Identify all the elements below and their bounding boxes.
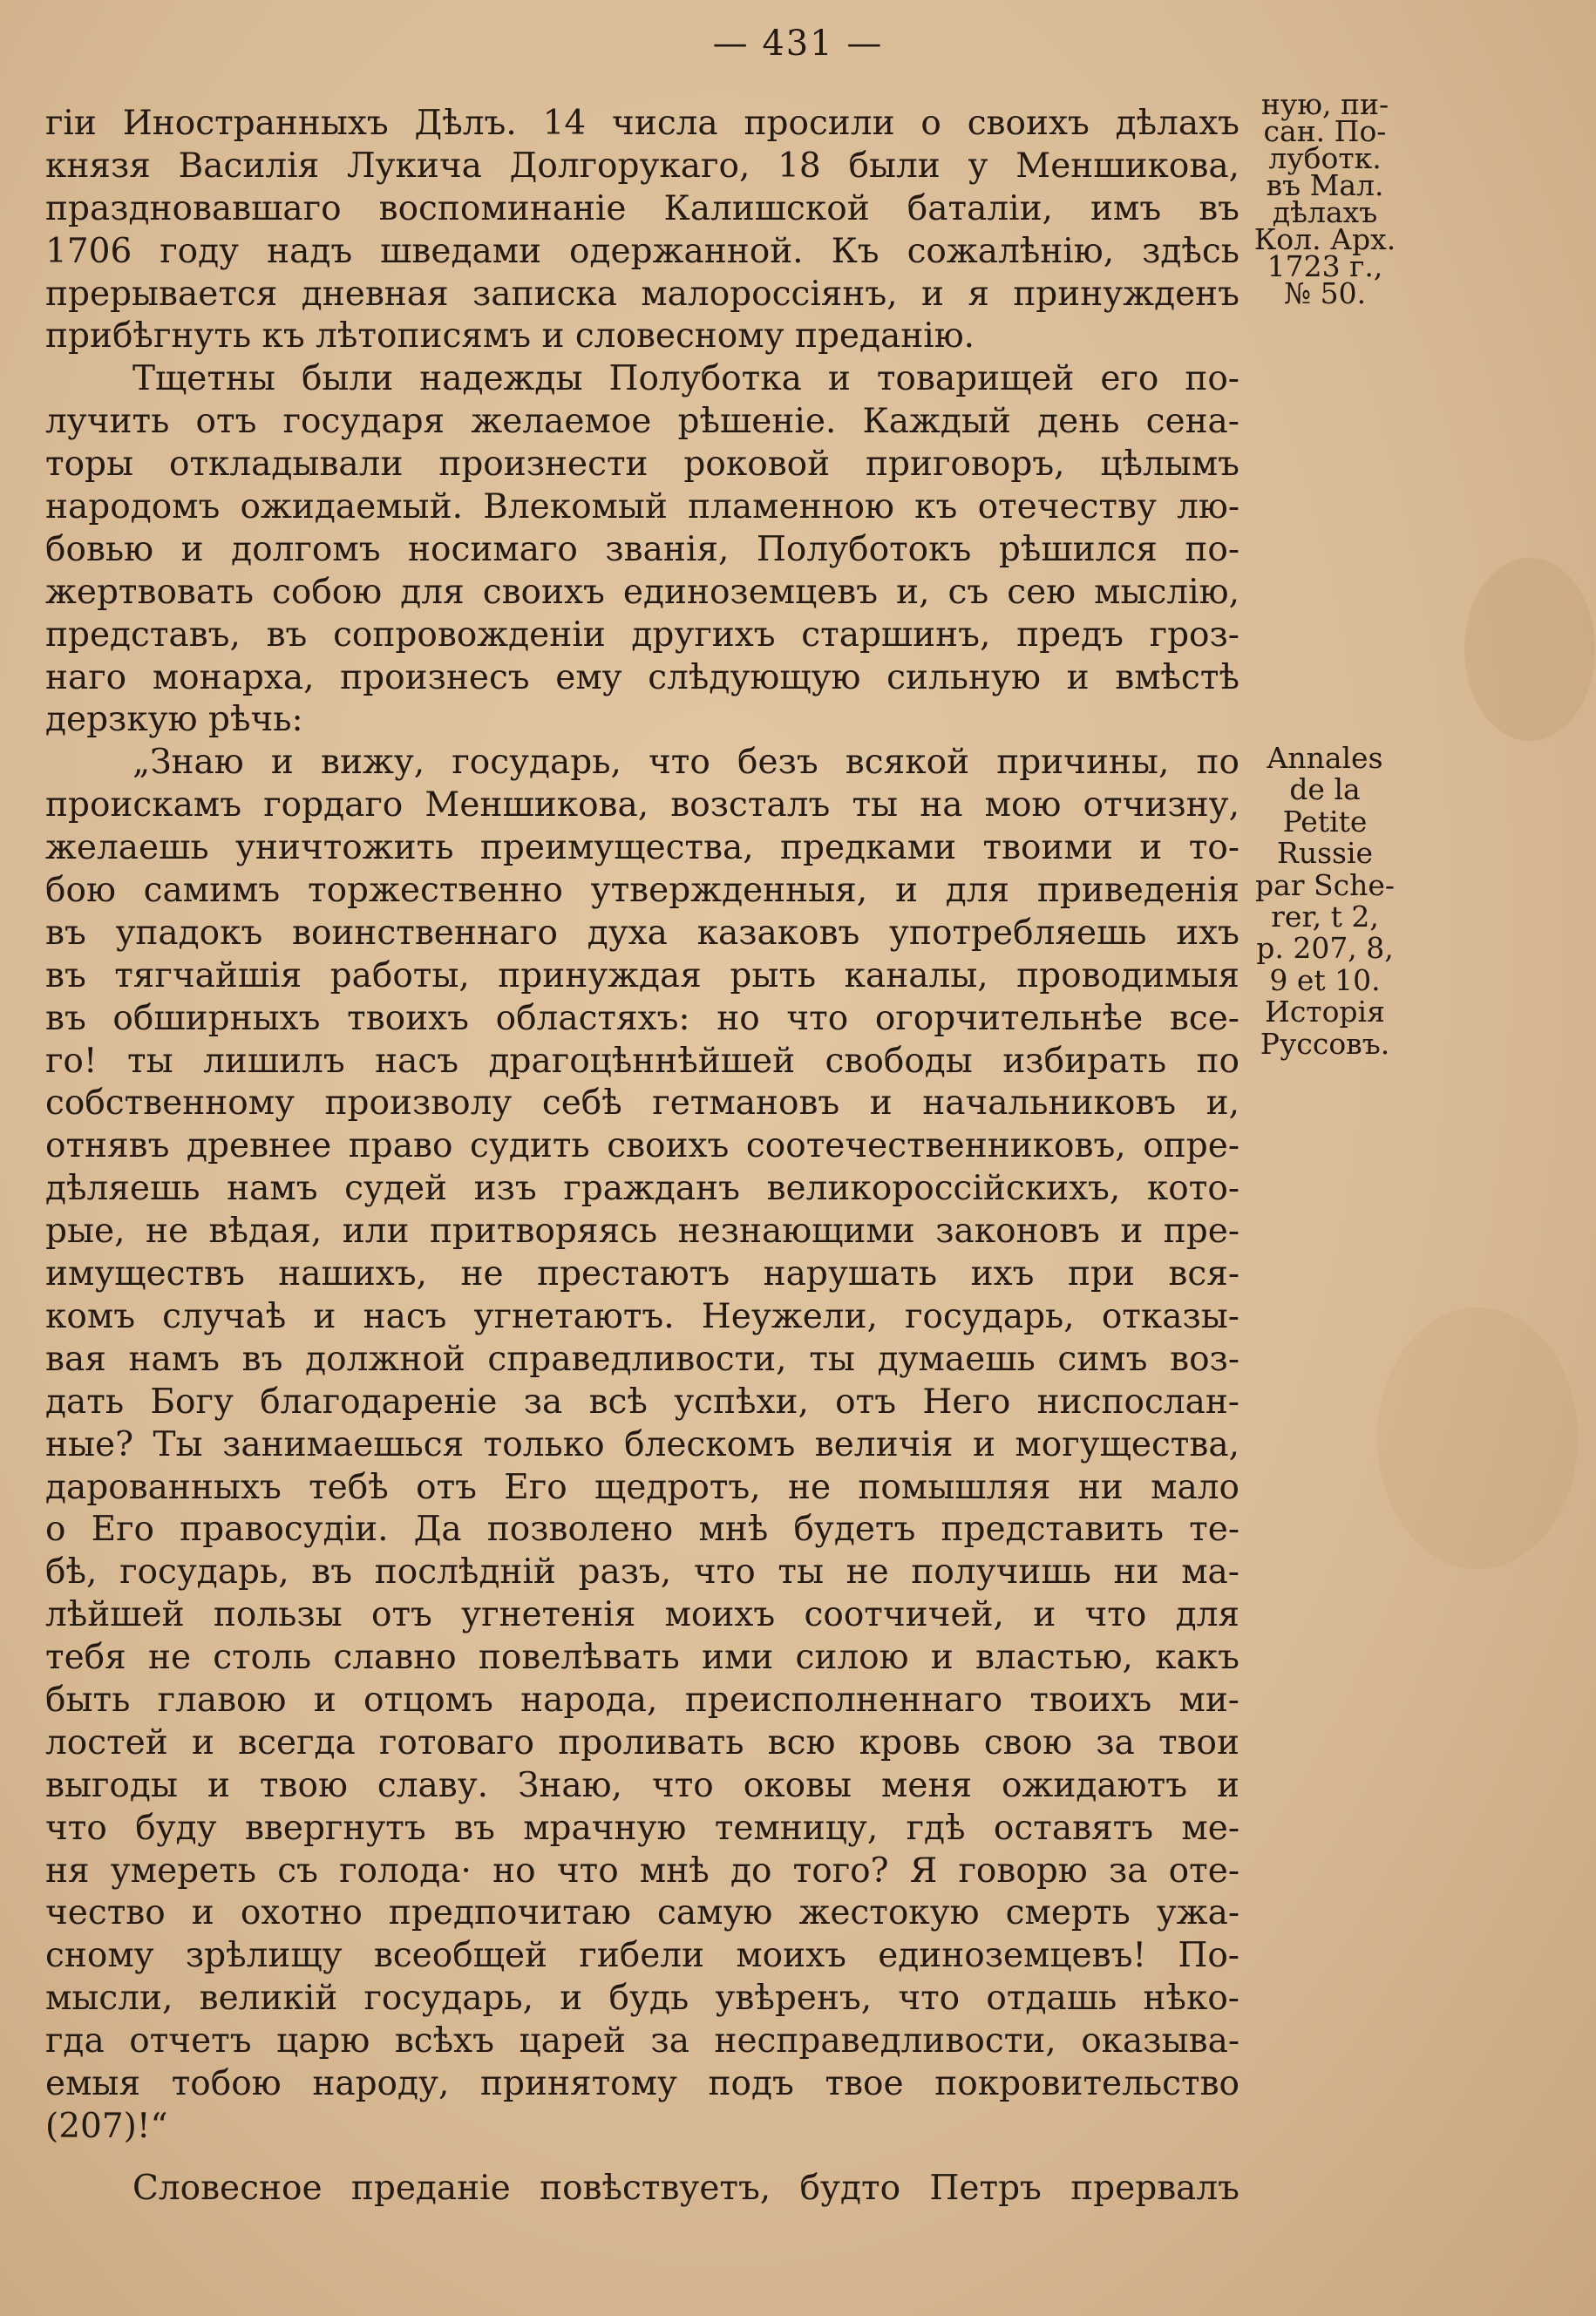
text-line: комъ случаѣ и насъ угнетаютъ. Неужели, государь, отказы- [45, 1296, 1239, 1336]
speech-quote [45, 742, 1239, 2148]
text-line: ня умереть съ голода· но что мнѣ до того? Я говорю за оте- [45, 1851, 1239, 1891]
text-line: имуществъ нашихъ, не престаютъ нарушать ихъ при вся- [45, 1254, 1239, 1294]
text-line: 1706 году надъ шведами одержанной. Къ сожалѣнію, здѣсь [45, 231, 1239, 271]
margin-note-line: de la [1289, 772, 1361, 807]
paragraph-4 [45, 2168, 1239, 2211]
text-line: го! ты лишилъ насъ драгоцѣннѣйшей свободы избирать по [45, 1041, 1239, 1081]
text-line: жертвовать собою для своихъ единоземцевъ и, съ сею мыслію, [45, 572, 1239, 612]
text-line: праздновавшаго воспоминаніе Калишской баталіи, имъ въ [45, 188, 1239, 228]
text-line: Тщетны были надежды Полуботка и товарищей его по- [132, 359, 1239, 399]
text-line: „Знаю и вижу, государь, что безъ всякой причины, по [132, 743, 1239, 783]
text-line: прерывается дневная записка малороссіянъ, и я принужденъ [45, 274, 1239, 314]
margin-note-line: Russie [1276, 836, 1374, 871]
margin-note-line: ную, пи- [1260, 87, 1389, 121]
text-line: желаешь уничтожить преимущества, предками твоими и то- [45, 828, 1239, 868]
margin-note-line: сан. По- [1263, 114, 1387, 148]
text-line: гіи Иностранныхъ Дѣлъ. 14 числа просили о своихъ дѣлахъ [45, 104, 1239, 143]
paragraph-2 [45, 358, 1239, 742]
paper-stain [1464, 558, 1595, 741]
text-line: бѣ, государь, въ послѣдній разъ, что ты не получишь ни ма- [45, 1552, 1239, 1593]
text-line: ные? Ты занимаешься только блескомъ величія и могущества, [45, 1424, 1239, 1464]
text-line: наго монарха, произнесъ ему слѣдующую сильную и вмѣстѣ [45, 657, 1239, 697]
text-line: въ обширныхъ твоихъ областяхъ: но что огорчительнѣе все- [45, 998, 1239, 1038]
text-line: выгоды и твою славу. Знаю, что оковы меня ожидаютъ и [45, 1765, 1239, 1805]
margin-note-line: въ Мал. [1266, 168, 1384, 202]
text-line: быть главою и отцомъ народа, преисполненнаго твоихъ ми- [45, 1680, 1239, 1720]
text-line: дерзкую рѣчь: [45, 700, 303, 740]
margin-note-line: 9 et 10. [1269, 962, 1381, 997]
margin-note-line: Annales [1267, 741, 1383, 775]
text-line: что буду ввергнутъ въ мрачную темницу, гдѣ оставятъ ме- [45, 1808, 1239, 1848]
text-line: дарованныхъ тебѣ отъ Его щедротъ, не помышляя ни мало [45, 1467, 1239, 1507]
margin-note-line: луботк. [1268, 141, 1382, 175]
text-line: гда отчетъ царю всѣхъ царей за несправедливости, оказыва- [45, 2021, 1239, 2061]
text-line: проискамъ гордаго Меншикова, возсталъ ты на мою отчизну, [45, 785, 1239, 825]
margin-note-annales [1241, 743, 1409, 1060]
paragraph-spacer [45, 2149, 1239, 2168]
text-line: лостей и всегда готоваго проливать всю кровь свою за твои [45, 1722, 1239, 1762]
margin-note-line: par Sche- [1254, 867, 1396, 902]
margin-note-line: rer, t 2, [1271, 900, 1379, 934]
margin-note-line: p. 207, 8, [1256, 931, 1394, 966]
main-text-column [45, 103, 1239, 2211]
margin-note-line: Petite [1282, 804, 1368, 839]
text-line: собственному произволу себѣ гетмановъ и начальниковъ и, [45, 1083, 1239, 1124]
text-line: князя Василія Лукича Долгорукаго, 18 были у Меншикова, [45, 146, 1239, 186]
text-line: тебя не столь славно повелѣвать ими силою и властью, какъ [45, 1638, 1239, 1678]
margin-note-line: Руссовъ. [1260, 1026, 1390, 1061]
margin-note-line: дѣлахъ [1272, 195, 1378, 229]
text-line: народомъ ожидаемый. Влекомый пламенною къ отечеству лю- [45, 487, 1239, 527]
text-line: вая намъ въ должной справедливости, ты думаешь симъ воз- [45, 1339, 1239, 1379]
text-line: торы откладывали произнести роковой приговоръ, цѣлымъ [45, 445, 1239, 485]
text-line: дать Богу благодареніе за всѣ успѣхи, отъ Него ниспослан- [45, 1382, 1239, 1422]
margin-note-line: 1723 г., [1267, 249, 1383, 283]
margin-note-archive [1241, 87, 1409, 310]
margin-note-line: Кол. Арх. [1253, 222, 1396, 256]
text-line: о Его правосудіи. Да позволено мнѣ будетъ представить те- [45, 1510, 1239, 1550]
text-line: отнявъ древнее право судить своихъ соотечественниковъ, опре- [45, 1126, 1239, 1166]
text-line: лучить отъ государя желаемое рѣшеніе. Каждый день сена- [45, 402, 1239, 442]
text-line: (207)!“ [45, 2106, 168, 2146]
text-line: рые, не вѣдая, или притворяясь незнающими законовъ и пре- [45, 1212, 1239, 1252]
text-line: прибѣгнуть къ лѣтописямъ и словесному преданію. [45, 316, 975, 357]
text-line: лѣйшей пользы отъ угнетенія моихъ соотчичей, и что для [45, 1595, 1239, 1635]
margin-note-line: № 50. [1283, 276, 1367, 310]
text-line: емыя тобою народу, принятому подъ твое покровительство [45, 2063, 1239, 2103]
text-line: чество и охотно предпочитаю самую жестокую смерть ужа- [45, 1893, 1239, 1933]
text-line: представъ, въ сопровожденіи другихъ старшинъ, предъ гроз- [45, 615, 1239, 655]
text-line: бою самимъ торжественно утвержденныя, и для приведенія [45, 871, 1239, 911]
text-line: дѣляешь намъ судей изъ гражданъ великороссійскихъ, кото- [45, 1169, 1239, 1209]
text-line: мысли, великій государь, и будь увѣренъ, что отдашь нѣко- [45, 1979, 1239, 2019]
paragraph-1 [45, 103, 1239, 358]
text-line: бовью и долгомъ носимаго званія, Полуботокъ рѣшился по- [45, 529, 1239, 569]
paper-stain [1377, 1307, 1578, 1569]
margin-note-line: Исторія [1265, 995, 1385, 1029]
text-line: въ упадокъ воинственнаго духа казаковъ употребляешь ихъ [45, 913, 1239, 953]
text-line: сному зрѣлищу всеобщей гибели моихъ единоземцевъ! По- [45, 1936, 1239, 1976]
text-line: Словесное преданіе повѣствуетъ, будто Петръ прервалъ [132, 2168, 1239, 2208]
text-line: въ тягчайшія работы, принуждая рыть каналы, проводимыя [45, 955, 1239, 995]
page-number: — 431 — [712, 24, 884, 64]
